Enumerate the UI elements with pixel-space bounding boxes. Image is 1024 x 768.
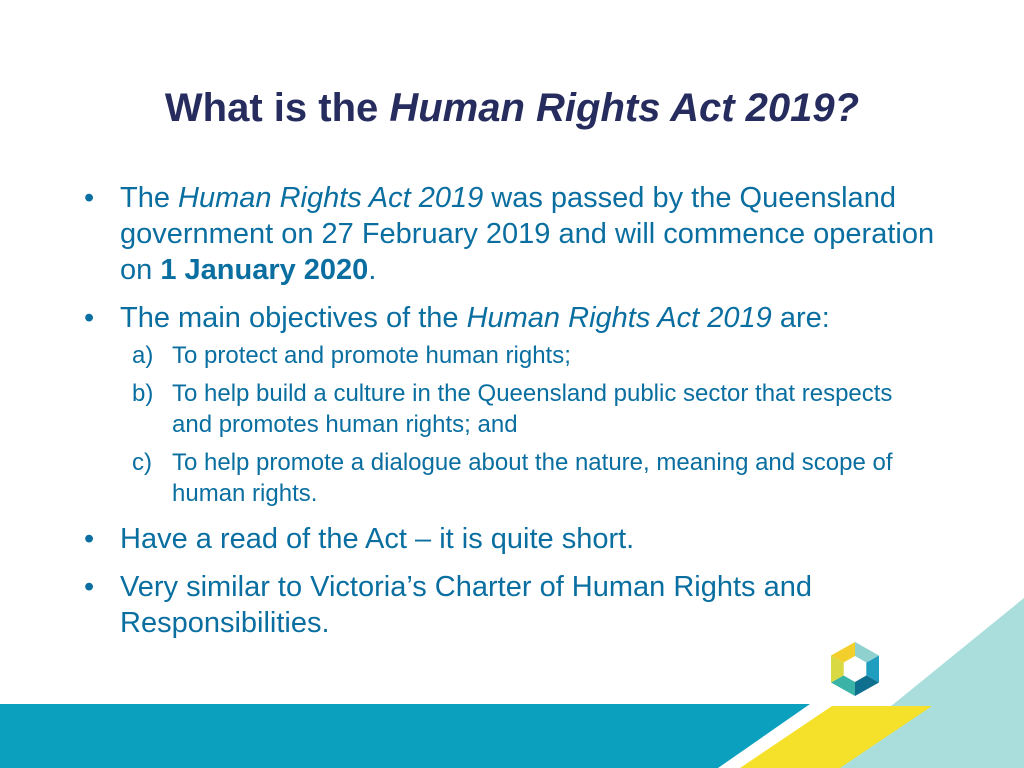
objective-marker: c)	[132, 449, 152, 476]
bullet-text: .	[368, 254, 377, 286]
objective-text: To help build a culture in the Queensland public sector that respects and promotes human rights; and	[172, 380, 893, 438]
bullet-act-name: Human Rights Act 2019	[466, 302, 772, 334]
bullet-text: was passed by the Queensland government on 27 February 2019 and will commence operation on	[120, 182, 935, 286]
title-italic: Human Rights Act 2019?	[389, 86, 860, 130]
bullet-dot: •	[84, 302, 95, 334]
bullet-dot: •	[84, 182, 95, 214]
title-prefix: What is the	[164, 86, 390, 130]
bullet-text: The main objectives of the	[120, 302, 467, 334]
bullet-text: Have a read of the Act – it is quite short.	[120, 523, 635, 555]
bullet-text: are:	[771, 302, 830, 334]
objective-text: To help promote a dialogue about the nature, meaning and scope of human rights.	[172, 449, 893, 507]
objective-marker: b)	[132, 380, 154, 407]
objective-text: To protect and promote human rights;	[172, 342, 571, 369]
bullet-act-name: Human Rights Act 2019	[178, 182, 484, 214]
bullet-text: The	[120, 182, 179, 214]
bullet-dot: •	[84, 523, 95, 555]
objective-marker: a)	[132, 342, 154, 369]
bullet-dot: •	[84, 571, 95, 603]
bullet-text: Very similar to Victoria’s Charter of Human Rights and Responsibilities.	[120, 571, 812, 639]
bullet-commence-date: 1 January 2020	[160, 254, 369, 286]
